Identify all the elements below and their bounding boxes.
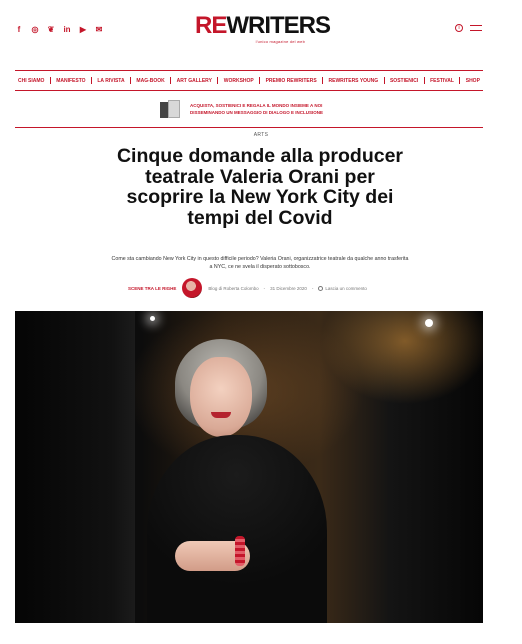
nav-item-chi-siamo[interactable]: CHI SIAMO: [18, 77, 45, 84]
promo-line-2: DISSEMINANDO UN MESSAGGIO DI DIALOGO E INCLUSIONE: [190, 109, 324, 115]
site-logo[interactable]: [195, 12, 331, 48]
nav-item-festival[interactable]: FESTIVAL: [430, 77, 454, 84]
comments-link[interactable]: Lascia un commento: [325, 285, 367, 291]
facebook-icon[interactable]: f: [17, 25, 21, 34]
promo-banner-text: [190, 102, 323, 116]
portrait-smile: [211, 412, 231, 418]
author-avatar[interactable]: [182, 278, 202, 298]
instagram-icon[interactable]: ◎: [31, 25, 39, 34]
main-navigation: [15, 70, 483, 91]
social-links: [15, 26, 103, 34]
logo-subtitle: l'unico magazine del web: [255, 39, 305, 44]
article-column[interactable]: SCENE TRA LE RIGHE: [128, 285, 177, 291]
article-meta: [128, 278, 398, 298]
nav-separator: [130, 77, 131, 84]
article-title: Cinque domande alla producer teatrale Valeria Orani per scoprire la New York City dei tempi del Covid: [116, 145, 404, 229]
portrait-face: [190, 357, 252, 437]
nav-separator: [384, 77, 385, 84]
nav-separator: [217, 77, 218, 84]
info-icon[interactable]: i: [455, 24, 463, 32]
meta-separator: -: [263, 285, 266, 291]
article-author[interactable]: Blog di Roberta Colombo: [208, 285, 259, 291]
nav-separator: [50, 77, 51, 84]
logo-wordmark: [195, 12, 331, 39]
article-category[interactable]: ARTS: [253, 132, 269, 138]
nav-separator: [459, 77, 460, 84]
youtube-icon[interactable]: ▶: [79, 25, 87, 34]
site-header: [0, 0, 522, 64]
portrait-body: [147, 435, 327, 623]
featured-image: [15, 311, 483, 623]
nav-separator: [424, 77, 425, 84]
nav-item-workshop[interactable]: WORKSHOP: [223, 77, 254, 84]
nav-separator: [91, 77, 92, 84]
nav-item-sostienici[interactable]: SOSTIENICI: [389, 77, 419, 84]
image-dark-panel: [15, 311, 135, 623]
nav-separator: [170, 77, 171, 84]
shopping-bags-image: [160, 98, 182, 120]
twitter-icon[interactable]: ❦: [47, 25, 55, 34]
promo-banner[interactable]: [160, 95, 360, 122]
logo-main-text: WRITERS: [226, 12, 331, 39]
hamburger-menu-icon[interactable]: [470, 25, 482, 31]
meta-separator: -: [311, 285, 314, 291]
nav-separator: [322, 77, 323, 84]
nav-item-mag-book[interactable]: MAG-BOOK: [136, 77, 165, 84]
email-icon[interactable]: ✉: [95, 25, 103, 34]
header-actions: [455, 24, 482, 32]
nav-item-rewriters-young[interactable]: REWRITERS YOUNG: [328, 77, 379, 84]
nav-item-manifesto[interactable]: MANIFESTO: [56, 77, 86, 84]
nav-separator: [259, 77, 260, 84]
nav-item-la-rivista[interactable]: LA RIVISTA: [97, 77, 125, 84]
comment-icon: [318, 286, 323, 291]
nav-item-art-gallery[interactable]: ART GALLERY: [176, 77, 212, 84]
portrait-bracelet: [235, 536, 245, 566]
section-divider: [15, 127, 483, 128]
promo-line-1: ACQUISTA, SOSTIENICI E REGALA IL MONDO INSIEME A NOI: [190, 102, 323, 108]
logo-prefix: RE: [195, 12, 227, 39]
nav-item-premio-rewriters[interactable]: PREMIO REWRITERS: [265, 77, 317, 84]
article-date: 31 Dicembre 2020: [270, 285, 307, 291]
stage-light: [425, 319, 433, 327]
article-excerpt: Come sta cambiando New York City in questo difficile periodo? Valeria Orani, organizzatrice teatrale da qualche anno trasferita a NYC, ce ne svela il disperato sottobosco.: [111, 256, 409, 270]
stage-light: [150, 316, 155, 321]
linkedin-icon[interactable]: in: [63, 25, 71, 34]
nav-item-shop[interactable]: SHOP: [465, 77, 480, 84]
